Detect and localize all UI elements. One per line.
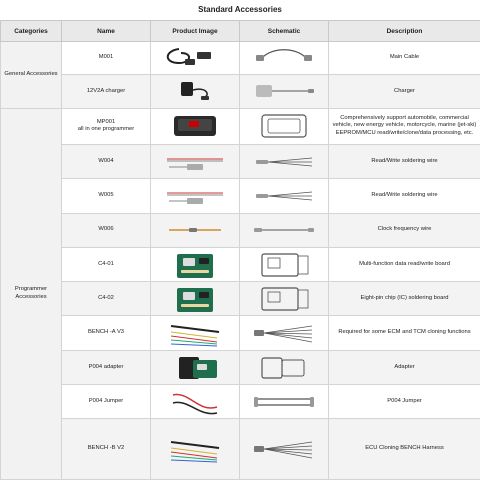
- header-name: Name: [62, 21, 151, 42]
- row-name: P004 Jumper: [62, 385, 151, 419]
- harness-schematic-icon: [242, 318, 326, 348]
- product-image-cell: [151, 385, 240, 419]
- row-description: Eight-pin chip (IC) soldering board: [329, 282, 480, 316]
- schematic-cell: [240, 42, 329, 75]
- row-name: MP001 all in one programmer: [62, 108, 151, 144]
- row-name: P004 adapter: [62, 350, 151, 384]
- category-general: General Accessories: [1, 42, 62, 109]
- row-name: W004: [62, 144, 151, 178]
- schematic-cell: [240, 282, 329, 316]
- board-icon: [153, 250, 237, 280]
- schematic-cell: [240, 385, 329, 419]
- charger-schematic-icon: [242, 76, 326, 106]
- row-description: Adapter: [329, 350, 480, 384]
- header-description: Description: [329, 21, 480, 42]
- adapter-schematic-icon: [242, 352, 326, 382]
- header-schematic: Schematic: [240, 21, 329, 42]
- row-name: W005: [62, 179, 151, 213]
- table-row: [1, 282, 480, 316]
- schematic-cell: [240, 247, 329, 281]
- row-description: Multi-function data read/write board: [329, 247, 480, 281]
- schematic-cell: [240, 144, 329, 178]
- row-description: Clock frequency wire: [329, 213, 480, 247]
- table-row: [1, 419, 480, 480]
- product-image-cell: [151, 42, 240, 75]
- wire-schematic-icon: [242, 181, 326, 211]
- table-row: [1, 316, 480, 350]
- accessories-table: [0, 20, 480, 480]
- schematic-cell: [240, 179, 329, 213]
- table-row: [1, 247, 480, 281]
- product-image-cell: [151, 213, 240, 247]
- product-image-cell: [151, 75, 240, 108]
- row-name: 12V2A charger: [62, 75, 151, 108]
- row-description: Charger: [329, 75, 480, 108]
- harness-icon: [153, 318, 237, 348]
- product-image-cell: [151, 179, 240, 213]
- schematic-cell: [240, 419, 329, 480]
- schematic-cell: [240, 316, 329, 350]
- product-image-cell: [151, 282, 240, 316]
- harness-icon: [153, 434, 237, 464]
- clock-wire-icon: [153, 215, 237, 245]
- row-name: BENCH -B V2: [62, 419, 151, 480]
- row-description: Read/Write soldering wire: [329, 179, 480, 213]
- page-title: Standard Accessories: [198, 5, 282, 14]
- product-image-cell: [151, 144, 240, 178]
- row-description: ECU Cloning BENCH Harness: [329, 419, 480, 480]
- table-row: [1, 350, 480, 384]
- row-description: Read/Write soldering wire: [329, 144, 480, 178]
- table-row: [1, 179, 480, 213]
- product-image-cell: [151, 108, 240, 144]
- row-name: BENCH -A V3: [62, 316, 151, 350]
- cable-icon: [153, 43, 237, 73]
- product-image-cell: [151, 350, 240, 384]
- header-categories: Categories: [1, 21, 62, 42]
- table-row: [1, 75, 480, 108]
- programmer-schematic-icon: [242, 111, 326, 141]
- row-description: P004 Jumper: [329, 385, 480, 419]
- header-product-image: Product Image: [151, 21, 240, 42]
- adapter-icon: [153, 352, 237, 382]
- wire-schematic-icon: [242, 147, 326, 177]
- clock-wire-schematic-icon: [242, 215, 326, 245]
- board-schematic-icon: [242, 284, 326, 314]
- table-row: [1, 108, 480, 144]
- cable-schematic-icon: [242, 43, 326, 73]
- row-description: Required for some ECM and TCM cloning functions: [329, 316, 480, 350]
- row-name: C4-02: [62, 282, 151, 316]
- schematic-cell: [240, 213, 329, 247]
- table-body: [1, 42, 480, 480]
- product-image-cell: [151, 316, 240, 350]
- row-description: Comprehensively support automobile, commercial vehicle, new energy vehicle, motorcycle, marine (jet-ski) EEPROM/MCU read/write/clone/data processing, etc.: [329, 108, 480, 144]
- jumper-schematic-icon: [242, 387, 326, 417]
- jumper-icon: [153, 387, 237, 417]
- table-row: [1, 42, 480, 75]
- harness-schematic-icon: [242, 434, 326, 464]
- product-image-cell: [151, 419, 240, 480]
- schematic-cell: [240, 350, 329, 384]
- schematic-cell: [240, 108, 329, 144]
- schematic-cell: [240, 75, 329, 108]
- row-name: C4-01: [62, 247, 151, 281]
- product-image-cell: [151, 247, 240, 281]
- charger-icon: [153, 76, 237, 106]
- category-programmer: Programmer Accessories: [1, 108, 62, 479]
- table-header-row: [1, 21, 480, 42]
- board-schematic-icon: [242, 250, 326, 280]
- row-description: Main Cable: [329, 42, 480, 75]
- soldering-wire-icon: [153, 147, 237, 177]
- board-icon: [153, 284, 237, 314]
- programmer-icon: [153, 111, 237, 141]
- soldering-wire-icon: [153, 181, 237, 211]
- table-row: [1, 144, 480, 178]
- row-name: W006: [62, 213, 151, 247]
- row-name: M001: [62, 42, 151, 75]
- table-row: [1, 385, 480, 419]
- table-row: [1, 213, 480, 247]
